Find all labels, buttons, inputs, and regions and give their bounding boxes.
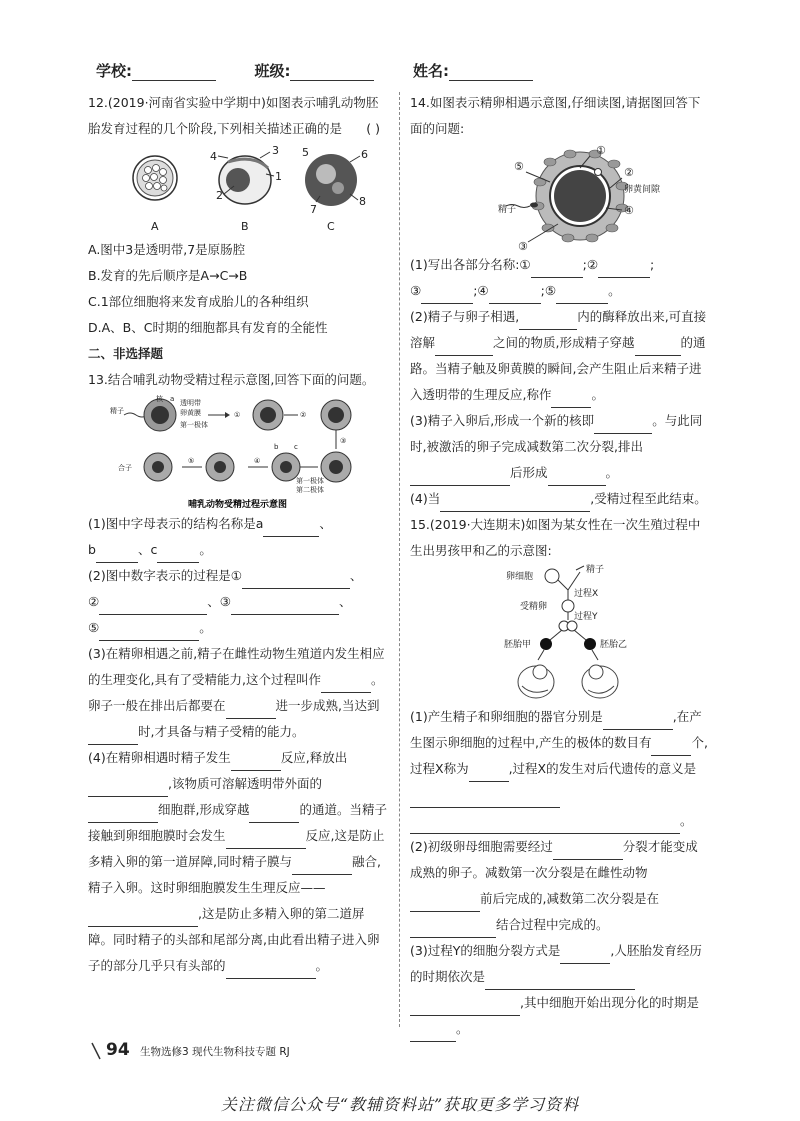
fig-label-c: C [327, 220, 335, 233]
fig-num-8: 8 [359, 195, 366, 208]
blank[interactable] [519, 314, 577, 330]
blank[interactable] [226, 833, 306, 849]
fig-procX-label: 过程X [574, 589, 599, 599]
fig-sperm-label: 精子 [586, 565, 605, 575]
q13-part2: (2)图中数字表示的过程是① 、 ② 、③ 、 ⑤ 。 [88, 563, 388, 641]
fig-caption: 哺乳动物受精过程示意图 [188, 500, 288, 510]
blank[interactable] [485, 974, 635, 990]
fetus-a [518, 665, 554, 698]
blank[interactable] [321, 677, 371, 693]
blank[interactable] [99, 599, 207, 615]
fig-num-2: 2 [216, 189, 223, 202]
blank[interactable] [410, 1000, 520, 1016]
blank[interactable] [96, 547, 138, 563]
book-title: 生物选修3 现代生物科技专题 RJ [140, 1046, 290, 1058]
fig-polar2-label: 第二极体 [296, 486, 324, 494]
blank[interactable] [249, 807, 299, 823]
fig-num-5: ⑤ [514, 160, 524, 173]
q13-part1: (1)图中字母表示的结构名称是a 、 b 、c 。 [88, 511, 388, 563]
q14-part3: (3)精子入卵后,形成一个新的核即 。与此同时,被激活的卵子完成减数第二次分裂,排出后形成 。 [410, 408, 710, 486]
q13-fertilization-figure [88, 393, 388, 511]
blank[interactable] [421, 288, 473, 304]
q13-part3: (3)在精卵相遇之前,精子在雌性动物生殖道内发生相应的生理变化,具有了受精能力,这个过程叫作 。卵子一般在排出后都要在 进一步成熟,当达到时,才具备与精子受精的能力。 [88, 641, 388, 745]
q12-embryo-figure [88, 142, 388, 237]
blank[interactable] [469, 766, 509, 782]
blank[interactable] [560, 948, 610, 964]
right-column [410, 90, 710, 1042]
blank[interactable] [548, 470, 606, 486]
q14-part1: (1)写出各部分名称:① ;② ; ③ ;④ ;⑤ 。 [410, 252, 710, 304]
blank[interactable] [440, 496, 590, 512]
fig-yolk-label: 卵黄间隙 [624, 185, 661, 195]
q12-option-a[interactable]: A.图中3是透明带,7是原肠腔 [88, 242, 246, 257]
fig-sperm-label: 精子 [498, 205, 517, 215]
q12-option-c[interactable]: C.1部位细胞将来发育成胎儿的各种组织 [88, 294, 309, 309]
page-number: 94 [106, 1040, 130, 1060]
fetus-b [582, 665, 618, 698]
fig-num-5: 5 [302, 146, 309, 159]
q15-stem: 15.(2019·大连期末)如图为某女性在一次生殖过程中生出男孩甲和乙的示意图: [410, 517, 701, 558]
name-label: 姓名: [412, 62, 449, 80]
fig-procY-label: 过程Y [574, 612, 598, 622]
fig-label-b: B [241, 220, 249, 233]
q14-stem: 14.如图表示精卵相遇示意图,仔细读图,请据图回答下面的问题: [410, 95, 701, 136]
fig-zygote-label: 受精卵 [520, 602, 548, 612]
fig-membrane-label: 卵黄膜 [180, 409, 201, 417]
q14-part2: (2)精子与卵子相遇, 内的酶释放出来,可直接溶解 之间的物质,形成精子穿越 的通路。当精子触及卵黄膜的瞬间,会产生阻止后来精子进入透明带的生理反应,称作 。 [410, 304, 710, 408]
blank[interactable] [553, 844, 623, 860]
fig-polar1b-label: 第一极体 [296, 477, 324, 485]
blank[interactable] [231, 755, 281, 771]
school-field[interactable] [132, 64, 216, 81]
q15-part2: (2)初级卵母细胞需要经过 分裂才能变成成熟的卵子。减数第一次分裂是在雌性动物前后完成的,减数第二次分裂是在结合过程中完成的。 [410, 834, 710, 938]
q15-twins-figure [410, 564, 710, 704]
fig-zygote-label: 合子 [118, 464, 132, 472]
fig-num-1: ① [596, 144, 606, 157]
blank[interactable] [598, 262, 650, 278]
footer-slash [90, 1041, 104, 1061]
promo-text: 关注微信公众号“教辅资料站”获取更多学习资料 [220, 1095, 580, 1114]
blank[interactable] [157, 547, 199, 563]
q15-part3: (3)过程Y的细胞分裂方式是 ,人胚胎发育经历的时期依次是 ,其中细胞开始出现分化的时期是。 [410, 938, 710, 1042]
blank[interactable] [556, 288, 608, 304]
blank[interactable] [651, 740, 691, 756]
school-label: 学校: [96, 62, 132, 80]
blank[interactable] [231, 599, 339, 615]
fig-step-4: ④ [254, 457, 261, 465]
q15-part1: (1)产生精子和卵细胞的器官分别是 ,在产生图示卵细胞的过程中,产生的极体的数目有 个,过程X称为 ,过程X的发生对后代遗传的意义是 。 [410, 704, 710, 834]
blank[interactable] [88, 807, 158, 823]
fig-embryoB-label: 胚胎乙 [600, 640, 628, 650]
blank[interactable] [88, 729, 138, 745]
fig-embryoA-label: 胚胎甲 [504, 640, 532, 650]
q12-stem: 12.(2019·河南省实验中学期中)如图表示哺乳动物胚胎发育过程的几个阶段,下列相关描述正确的是 ( ) [88, 95, 380, 136]
q14-part4: (4)当 ,受精过程至此结束。 [410, 486, 710, 512]
fig-num-3: 3 [272, 144, 279, 157]
fig-num-3: ③ [518, 240, 528, 252]
blank[interactable] [410, 470, 510, 486]
fig-zona-label: 透明带 [180, 399, 201, 407]
blank[interactable] [635, 340, 681, 356]
left-column [88, 90, 388, 979]
blank[interactable] [242, 573, 350, 589]
blank[interactable] [263, 521, 319, 537]
q12-option-d[interactable]: D.A、B、C时期的细胞都具有发育的全能性 [88, 320, 328, 335]
blank[interactable] [410, 896, 480, 912]
blank[interactable] [292, 859, 352, 875]
blank[interactable] [435, 340, 493, 356]
fig-nucleus-label: 核 [156, 395, 163, 403]
blank[interactable] [99, 625, 199, 641]
q13-part4: (4)在精卵相遇时精子发生 反应,释放出,该物质可溶解透明带外面的细胞群,形成穿越 的通道。当精子接触到卵细胞膜时会发生 反应,这是防止多精入卵的第一道屏障,同时精子膜与 融合,精子入卵。这时卵细胞膜发生生理反应——,这是防止多精入卵的第二道屏障。同时精子的头部和尾部分离,由此看出精子进入卵子的部分几乎只有头部的 。 [88, 745, 388, 979]
section-heading: 二、非选择题 [88, 346, 164, 361]
blank[interactable] [603, 714, 673, 730]
fig-c-label: c [294, 443, 298, 451]
fig-step-1: ① [234, 411, 241, 419]
class-field[interactable] [290, 64, 374, 81]
q14-sperm-egg-figure [410, 142, 710, 252]
blank[interactable] [88, 911, 198, 927]
embryo-a [133, 156, 177, 200]
fig-step-2: ② [300, 411, 307, 419]
blank[interactable] [531, 262, 583, 278]
fig-num-2: ② [624, 166, 634, 179]
embryo-b [219, 156, 271, 204]
fig-label-a: A [151, 220, 159, 233]
egg-cell [532, 150, 628, 242]
blank[interactable] [88, 781, 168, 797]
blank[interactable] [551, 392, 591, 408]
fig-num-4: 4 [210, 150, 217, 163]
blank[interactable] [410, 792, 560, 808]
class-label: 班级: [254, 62, 291, 80]
fig-num-4: ④ [624, 204, 634, 217]
fig-step-5: ⑤ [188, 457, 195, 465]
blank[interactable] [489, 288, 541, 304]
fig-step-3: ③ [340, 437, 347, 445]
blank[interactable] [226, 703, 276, 719]
blank[interactable] [410, 818, 680, 834]
fig-egg-label: 卵细胞 [506, 572, 534, 582]
blank[interactable] [410, 922, 496, 938]
q13-stem: 13.结合哺乳动物受精过程示意图,回答下面的问题。 [88, 372, 375, 387]
fig-polar1-label: 第一极体 [180, 421, 208, 429]
name-field[interactable] [449, 64, 533, 81]
blank[interactable] [410, 1026, 456, 1042]
fig-num-6: 6 [361, 148, 368, 161]
embryo-c [305, 154, 357, 206]
blank[interactable] [594, 418, 652, 434]
fig-a-label: a [170, 395, 175, 403]
student-info-header [96, 60, 533, 81]
q12-option-b[interactable]: B.发育的先后顺序是A→C→B [88, 268, 248, 283]
fig-b-label: b [274, 443, 279, 451]
fig-num-7: 7 [310, 203, 317, 216]
fig-sperm-label: 精子 [110, 407, 124, 415]
column-divider [399, 92, 400, 1027]
fig-num-1: 1 [275, 170, 282, 183]
blank[interactable] [226, 963, 316, 979]
